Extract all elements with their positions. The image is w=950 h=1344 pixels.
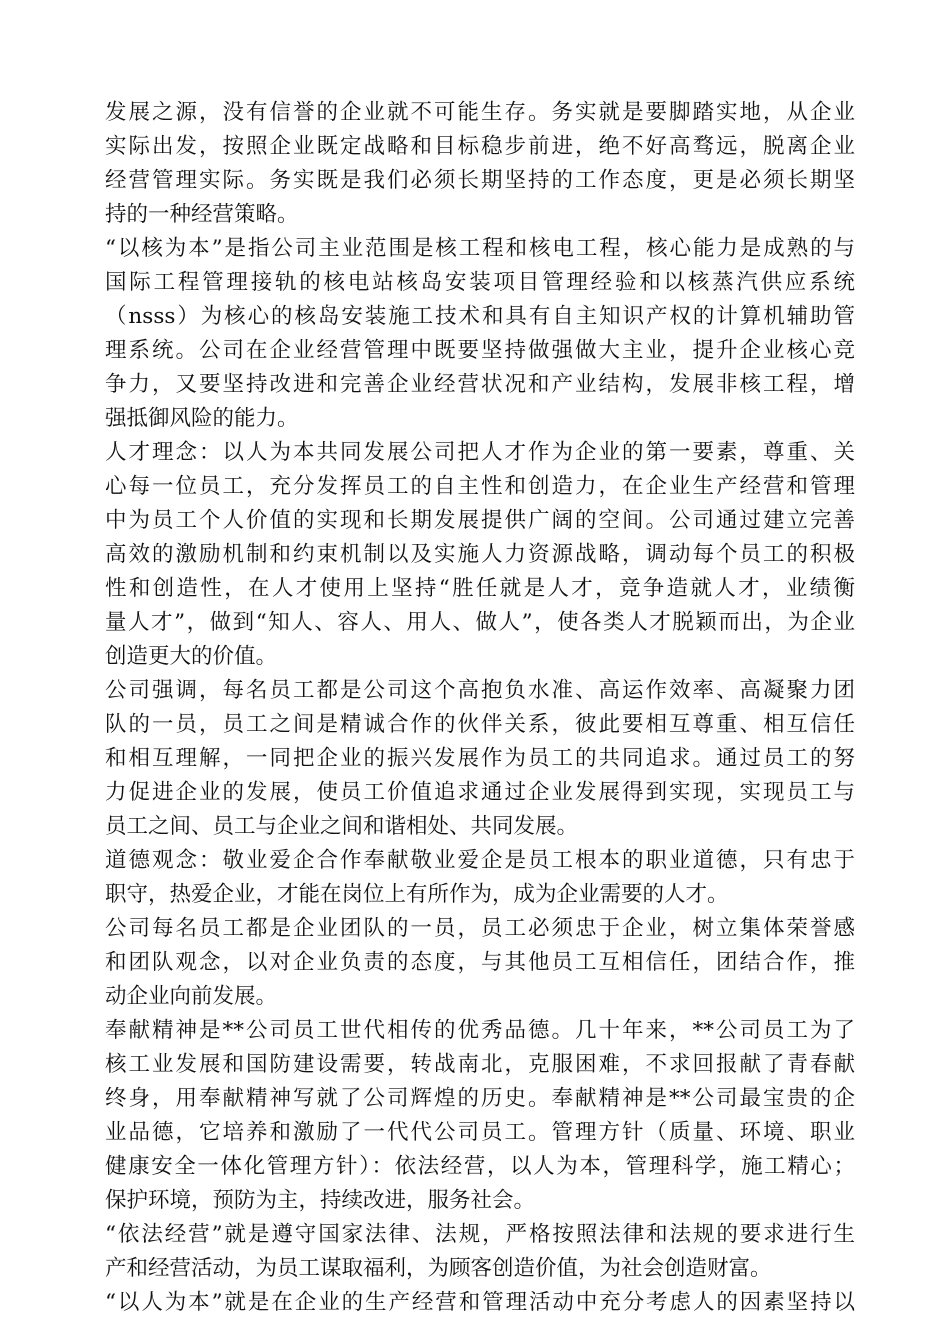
text-line: 力促进企业的发展，使员工价值追求通过企业发展得到实现，实现员工与 — [105, 780, 855, 805]
text-line: 持的一种经营策略。 — [105, 202, 299, 227]
text-line: 心每一位员工，充分发挥员工的自主性和创造力，在企业生产经营和管理 — [105, 474, 855, 499]
text-line: 核工业发展和国防建设需要，转战南北，克服困难，不求回报献了青春献 — [105, 1052, 855, 1077]
text-line: （nsss）为核心的核岛安装施工技术和具有自主知识产权的计算机辅助管 — [105, 304, 855, 329]
text-line: 创造更大的价值。 — [105, 644, 278, 669]
text-line: “依法经营”就是遵守国家法律、法规，严格按照法律和法规的要求进行生 — [105, 1222, 855, 1247]
text-line: 经营管理实际。务实既是我们必须长期坚持的工作态度，更是必须长期坚 — [105, 168, 855, 193]
text-line: “以人为本”就是在企业的生产经营和管理活动中充分考虑人的因素坚持以 — [105, 1290, 855, 1315]
text-line: 保护环境，预防为主，持续改进，服务社会。 — [105, 1188, 536, 1213]
text-line: 性和创造性，在人才使用上坚持“胜任就是人才，竞争造就人才，业绩衡 — [105, 576, 855, 601]
text-line: 理系统。公司在企业经营管理中既要坚持做强做大主业，提升企业核心竞 — [105, 338, 855, 363]
text-line: 中为员工个人价值的实现和长期发展提供广阔的空间。公司通过建立完善 — [105, 508, 855, 533]
text-line: 国际工程管理接轨的核电站核岛安装项目管理经验和以核蒸汽供应系统 — [105, 270, 855, 295]
text-line: 终身，用奉献精神写就了公司辉煌的历史。奉献精神是**公司最宝贵的企 — [105, 1086, 855, 1111]
text-line: 和团队观念，以对企业负责的态度，与其他员工互相信任，团结合作，推 — [105, 950, 855, 975]
text-line: 职守，热爱企业，才能在岗位上有所作为，成为企业需要的人才。 — [105, 882, 729, 907]
text-line: 公司强调，每名员工都是公司这个高抱负水准、高运作效率、高凝聚力团 — [105, 678, 855, 703]
text-line: 产和经营活动，为员工谋取福利，为顾客创造价值，为社会创造财富。 — [105, 1256, 772, 1281]
text-line: 争力，又要坚持改进和完善企业经营状况和产业结构，发展非核工程，增 — [105, 372, 855, 397]
text-line: 量人才”，做到“知人、容人、用人、做人”，使各类人才脱颖而出，为企业 — [105, 610, 855, 635]
text-line: 发展之源，没有信誉的企业就不可能生存。务实就是要脚踏实地，从企业 — [105, 100, 855, 125]
text-line: 道德观念：敬业爱企合作奉献敬业爱企是员工根本的职业道德，只有忠于 — [105, 848, 855, 873]
text-line: “以核为本”是指公司主业范围是核工程和核电工程，核心能力是成熟的与 — [105, 236, 855, 261]
text-line: 员工之间、员工与企业之间和谐相处、共同发展。 — [105, 814, 579, 839]
text-line: 强抵御风险的能力。 — [105, 406, 299, 431]
text-line: 人才理念：以人为本共同发展公司把人才作为企业的第一要素，尊重、关 — [105, 440, 855, 465]
text-line: 实际出发，按照企业既定战略和目标稳步前进，绝不好高骛远，脱离企业 — [105, 134, 855, 159]
text-line: 动企业向前发展。 — [105, 984, 278, 1009]
text-line: 奉献精神是**公司员工世代相传的优秀品德。几十年来，**公司员工为了 — [105, 1018, 855, 1043]
text-line: 业品德，它培养和激励了一代代公司员工。管理方针（质量、环境、职业 — [105, 1120, 855, 1145]
document-body-text — [105, 96, 855, 1320]
text-line: 高效的激励机制和约束机制以及实施人力资源战略，调动每个员工的积极 — [105, 542, 855, 567]
text-line: 和相互理解，一同把企业的振兴发展作为员工的共同追求。通过员工的努 — [105, 746, 855, 771]
text-line: 公司每名员工都是企业团队的一员，员工必须忠于企业，树立集体荣誉感 — [105, 916, 855, 941]
text-line: 队的一员，员工之间是精诚合作的伙伴关系，彼此要相互尊重、相互信任 — [105, 712, 855, 737]
text-line: 健康安全一体化管理方针）：依法经营，以人为本，管理科学，施工精心； — [105, 1154, 855, 1179]
